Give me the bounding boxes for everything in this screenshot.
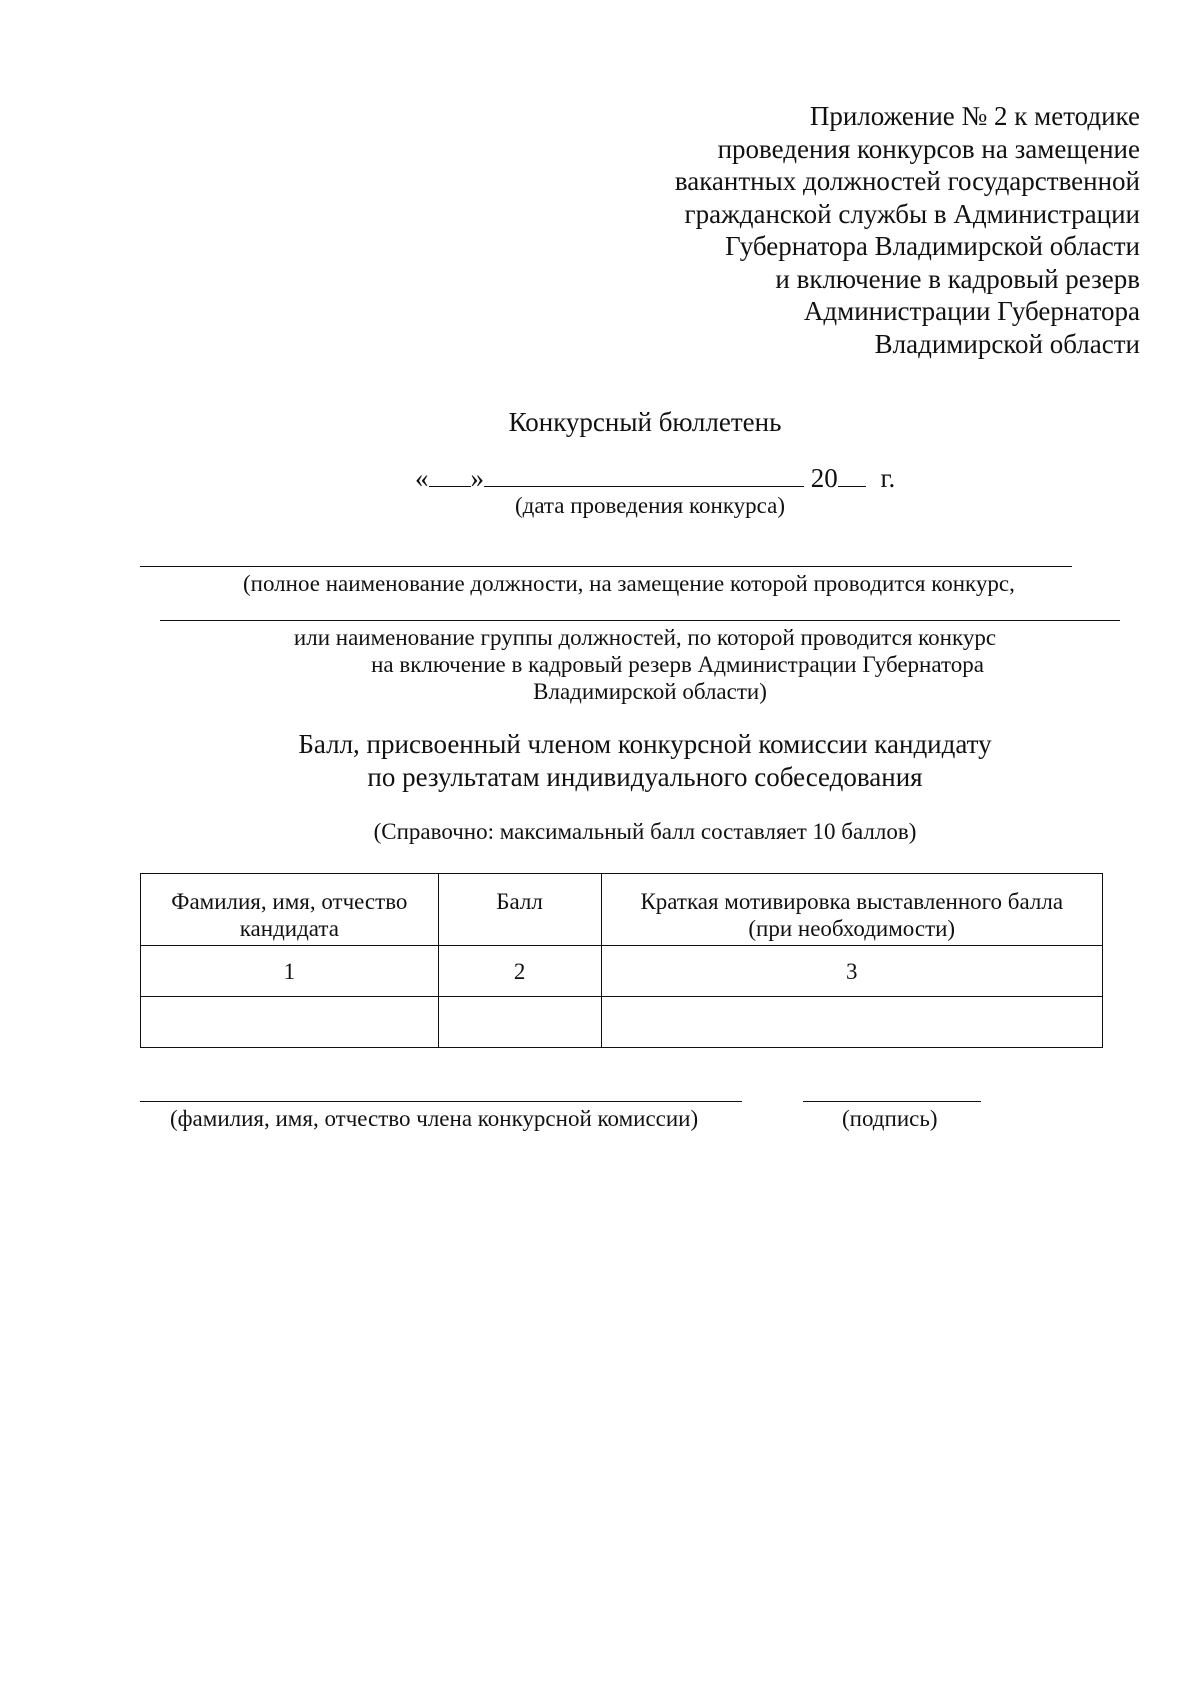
signature-line[interactable] bbox=[803, 1101, 981, 1102]
position-caption-line: или наименование группы должностей, по которой проводится конкурс bbox=[293, 625, 997, 650]
appendix-line: Владимирской области bbox=[874, 328, 1140, 359]
close-quote: » bbox=[470, 463, 484, 493]
reason-cell[interactable] bbox=[601, 997, 1103, 1048]
score-heading bbox=[0, 728, 1200, 794]
appendix-line: проведения конкурсов на замещение bbox=[717, 133, 1140, 164]
position-line-1[interactable] bbox=[140, 566, 1072, 567]
score-cell[interactable] bbox=[438, 997, 601, 1048]
member-name-line[interactable] bbox=[140, 1101, 742, 1102]
page-title: Конкурсный бюллетень bbox=[508, 407, 782, 437]
table-header-row bbox=[141, 874, 1103, 946]
candidate-cell[interactable] bbox=[141, 997, 439, 1048]
year-suffix: г. bbox=[880, 463, 896, 493]
appendix-line: гражданской службы в Администрации bbox=[684, 198, 1140, 229]
max-score-note: (Справочно: максимальный балл составляет 10 баллов) bbox=[373, 819, 917, 844]
signature-caption: (подпись) bbox=[842, 1106, 938, 1131]
position-caption-line: Владимирской области) bbox=[533, 679, 767, 704]
score-heading-line: по результатам индивидуального собеседования bbox=[367, 762, 923, 792]
appendix-line: вакантных должностей государственной bbox=[674, 166, 1140, 196]
year-blank[interactable] bbox=[838, 462, 866, 487]
column-header-score: Балл bbox=[438, 874, 601, 946]
year-prefix: 20 bbox=[810, 463, 838, 493]
date-caption: (дата проведения конкурса) bbox=[514, 493, 786, 518]
score-table bbox=[140, 873, 1103, 1048]
position-caption-line: (полное наименование должности, на замещение которой проводится конкурс, bbox=[243, 571, 1015, 596]
date-line bbox=[415, 462, 895, 494]
score-heading-line: Балл, присвоенный членом конкурсной комиссии кандидату bbox=[298, 729, 992, 759]
month-blank[interactable] bbox=[484, 462, 804, 487]
column-header-reason: Краткая мотивировка выставленного балла (при необходимости) bbox=[601, 874, 1103, 946]
column-number: 2 bbox=[438, 946, 601, 997]
member-name-caption: (фамилия, имя, отчество члена конкурсной комиссии) bbox=[170, 1106, 699, 1131]
appendix-header bbox=[600, 100, 1140, 360]
day-blank[interactable] bbox=[429, 462, 471, 487]
open-quote: « bbox=[415, 463, 429, 493]
appendix-line: и включение в кадровый резерв bbox=[775, 263, 1140, 294]
column-number-row bbox=[141, 946, 1103, 997]
column-number: 1 bbox=[141, 946, 439, 997]
appendix-line: Губернатора Владимирской области bbox=[725, 231, 1140, 261]
appendix-line: Администрации Губернатора bbox=[803, 296, 1140, 326]
appendix-line: Приложение № 2 к методике bbox=[809, 101, 1140, 131]
column-number: 3 bbox=[601, 946, 1103, 997]
table-row bbox=[141, 997, 1103, 1048]
position-caption-line: на включение в кадровый резерв Администрации Губернатора bbox=[371, 652, 984, 677]
column-header-candidate: Фамилия, имя, отчество кандидата bbox=[141, 874, 439, 946]
position-line-2[interactable] bbox=[160, 620, 1120, 621]
